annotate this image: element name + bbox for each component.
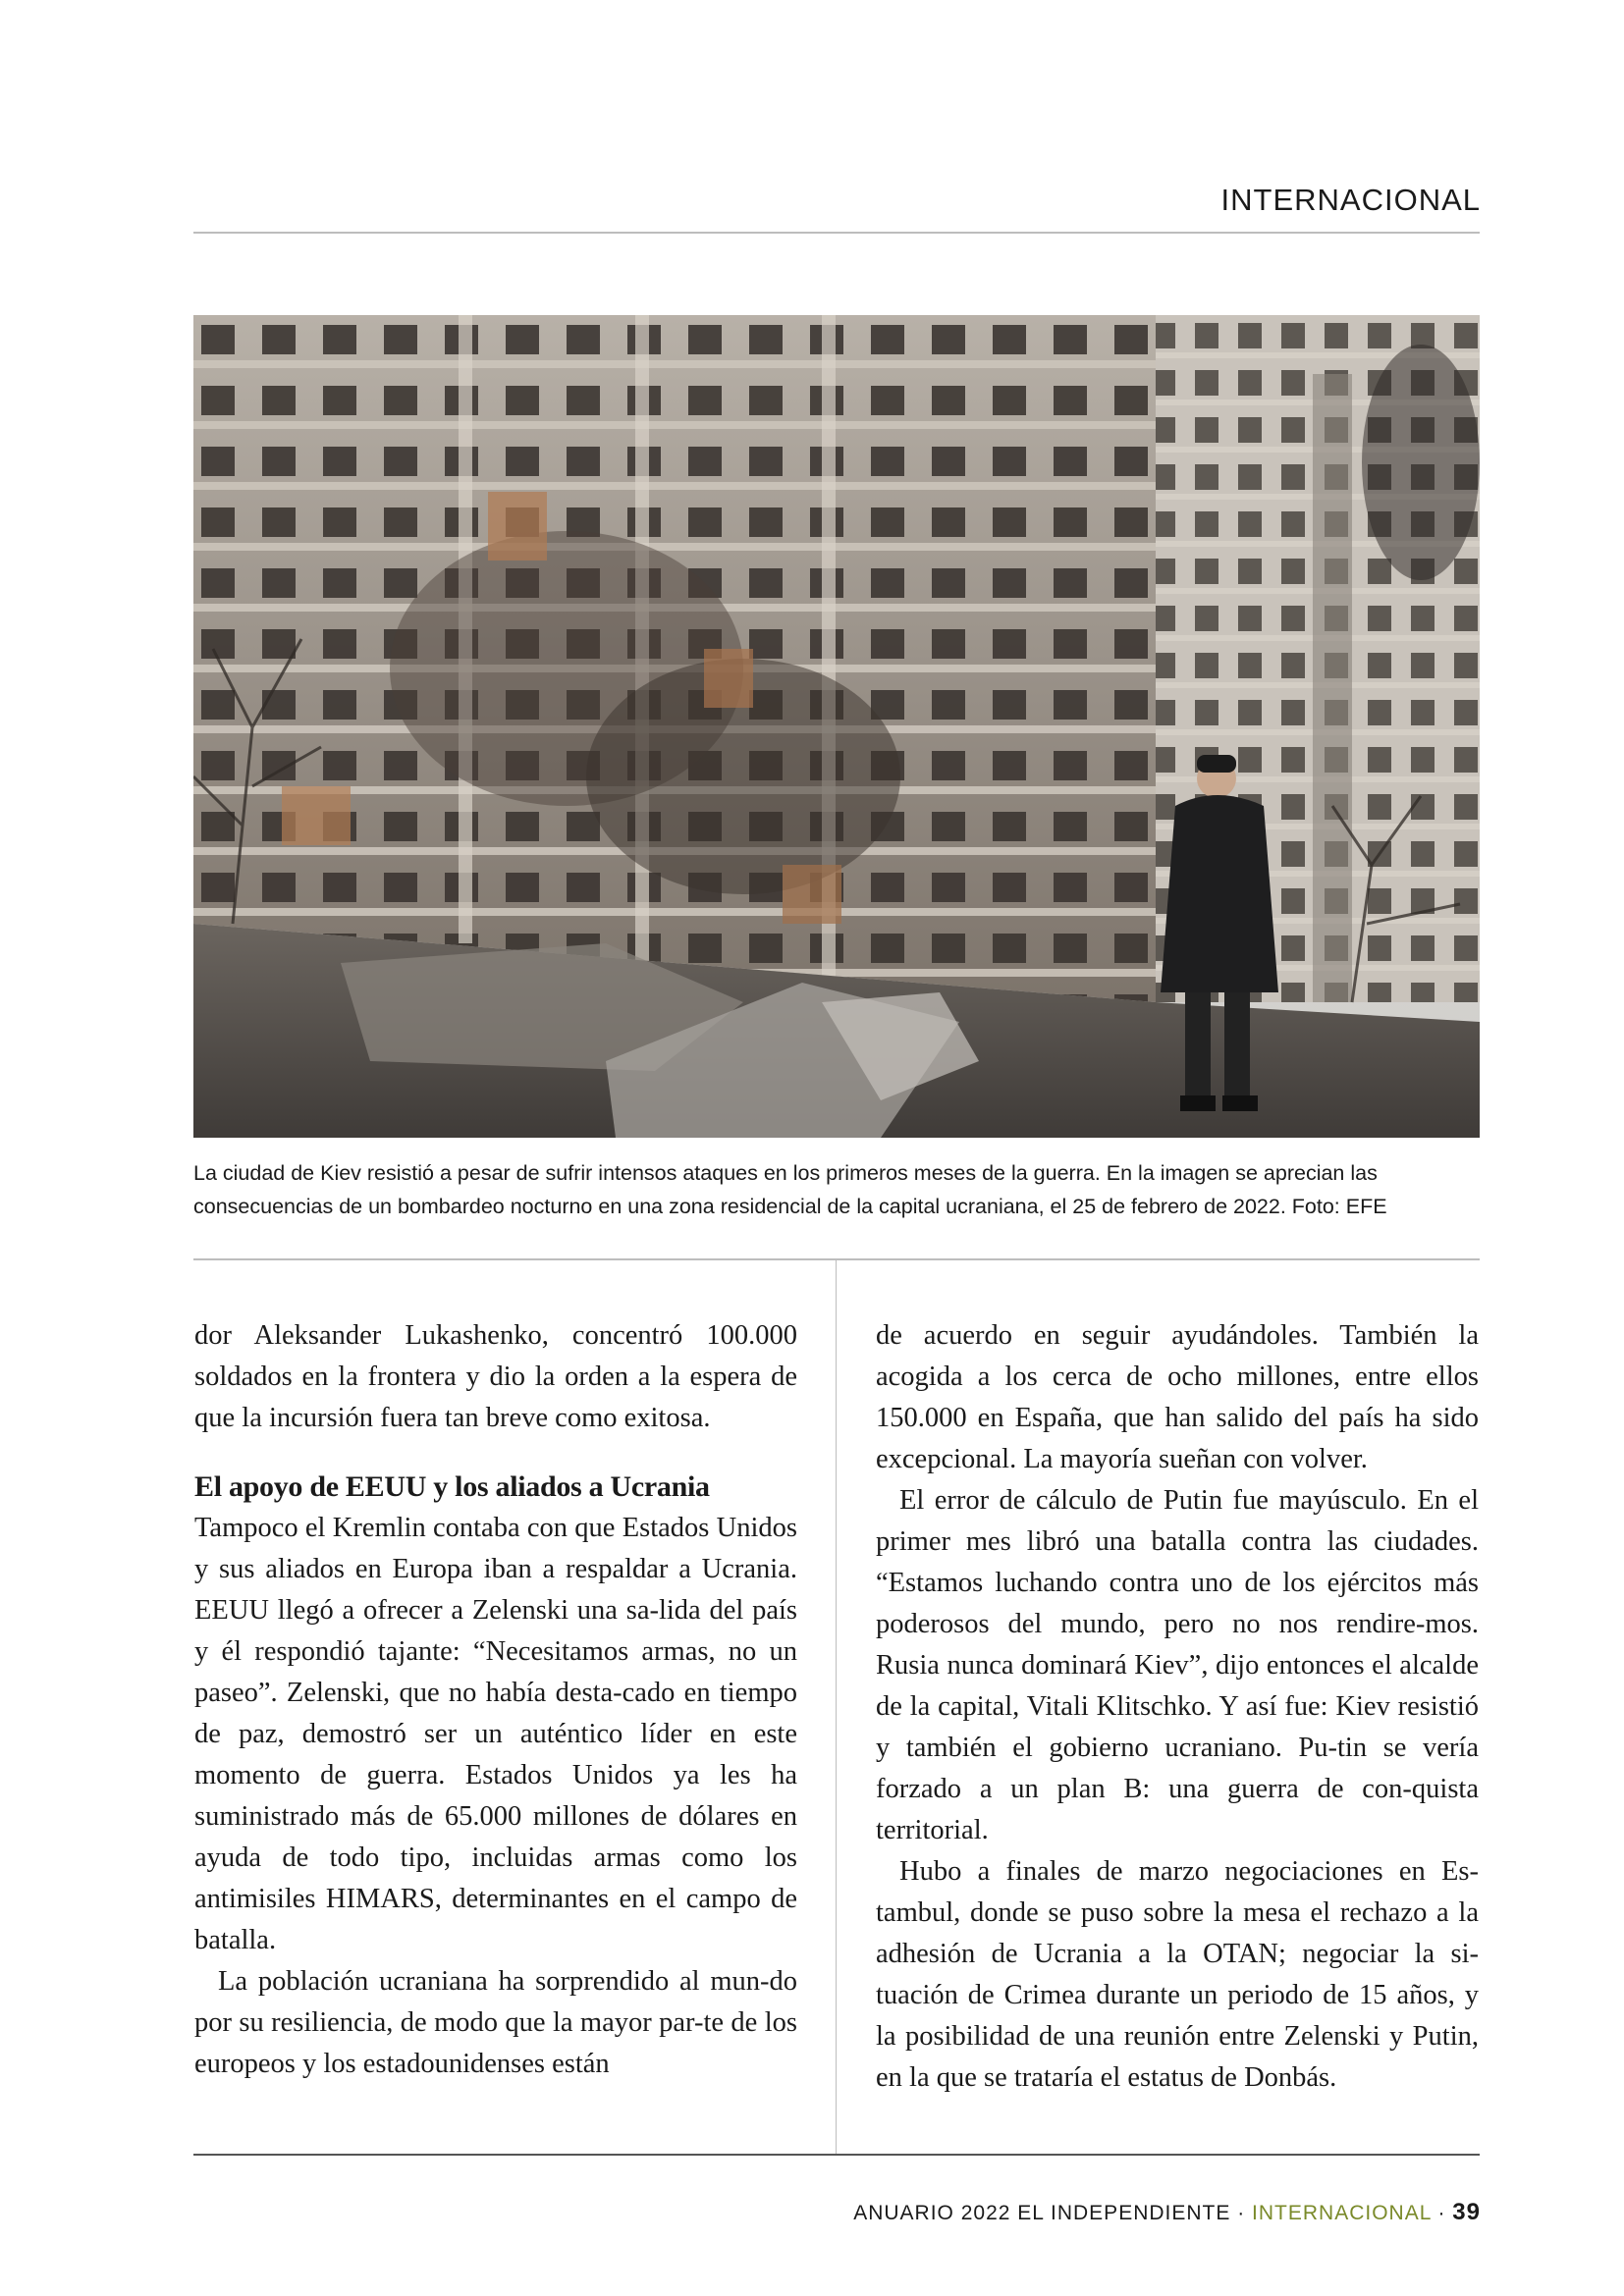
paragraph: dor Aleksander Lukashenko, concentró 100.000 soldados en la frontera y dio la orden a la espera de que la incursión fuera tan breve como exitosa.	[194, 1320, 797, 1433]
page-number: 39	[1452, 2199, 1481, 2225]
paragraph: Tampoco el Kremlin contaba con que Estados Unidos y sus aliados en Europa iban a respaldar a Ucrania. EEUU llegó a ofrecer a Zelenski una sa-lida del país y él respondió tajante: “Necesitamos armas, no un paseo”. Zelenski, que no había desta-cado en tiempo de paz, demostró ser un auténtico líder en este momento de guerra. Estados Unidos ya les ha suministrado más de 65.000 millones de dólares en ayuda de todo tipo, incluidas armas como los antimisiles HIMARS, determinantes en el campo de batalla.	[194, 1513, 797, 1955]
paragraph: Hubo a finales de marzo negociaciones en Es-tambul, donde se puso sobre la mesa el rechazo a la adhesión de Ucrania a la OTAN; negociar la si-tuación de Crimea durante un periodo de 15 años, y la posibilidad de una reunión entre Zelenski y Putin, en la que se trataría el estatus de Donbás.	[876, 1856, 1479, 2093]
section-label: INTERNACIONAL	[1220, 183, 1481, 217]
article-photo	[193, 315, 1480, 1138]
caption-line-1: La ciudad de Kiev resistió a pesar de sufrir intensos ataques en los primeros meses de la guerra. En la imagen se aprecian las	[193, 1161, 1378, 1185]
footer-publication: ANUARIO 2022 EL INDEPENDIENTE ·	[853, 2202, 1253, 2224]
article-column-left	[194, 1315, 797, 2085]
caption-line-2: consecuencias de un bombardeo nocturno en una zona residencial de la capital ucraniana, el 25 de febrero de 2022. Foto: EFE	[193, 1195, 1387, 1218]
paragraph: La población ucraniana ha sorprendido al mun-do por su resiliencia, de modo que la mayor par-te de los europeos y los estadounidenses están	[194, 1966, 797, 2079]
paragraph: El error de cálculo de Putin fue mayúsculo. En el primer mes libró una batalla contra las ciudades. “Estamos luchando contra uno de los ejércitos más poderosos del mundo, pero no nos rendire-mos. Rusia nunca dominará Kiev”, dijo entonces el alcalde de la capital, Vitali Klitschko. Y así fue: Kiev resistió y también el gobierno ucraniano. Pu-tin se vería forzado a un plan B: una guerra de con-quista territorial.	[876, 1485, 1479, 1845]
photo-caption	[193, 1156, 1470, 1223]
section-heading: El apoyo de EEUU y los aliados a Ucrania	[194, 1470, 710, 1503]
paragraph: de acuerdo en seguir ayudándoles. También la acogida a los cerca de ocho millones, entre ellos 150.000 en España, que han salido del país ha sido excepcional. La mayoría sueñan con volver.	[876, 1320, 1479, 1474]
article-column-right	[876, 1315, 1479, 2099]
footer-rule	[193, 2154, 1480, 2156]
caption-rule	[193, 1258, 1480, 1260]
photo-image	[193, 315, 1480, 1138]
column-divider	[836, 1260, 837, 2154]
footer-separator: ·	[1431, 2202, 1453, 2224]
footer-section: INTERNACIONAL	[1252, 2202, 1432, 2224]
page-footer	[853, 2199, 1481, 2226]
header-rule	[193, 232, 1480, 234]
